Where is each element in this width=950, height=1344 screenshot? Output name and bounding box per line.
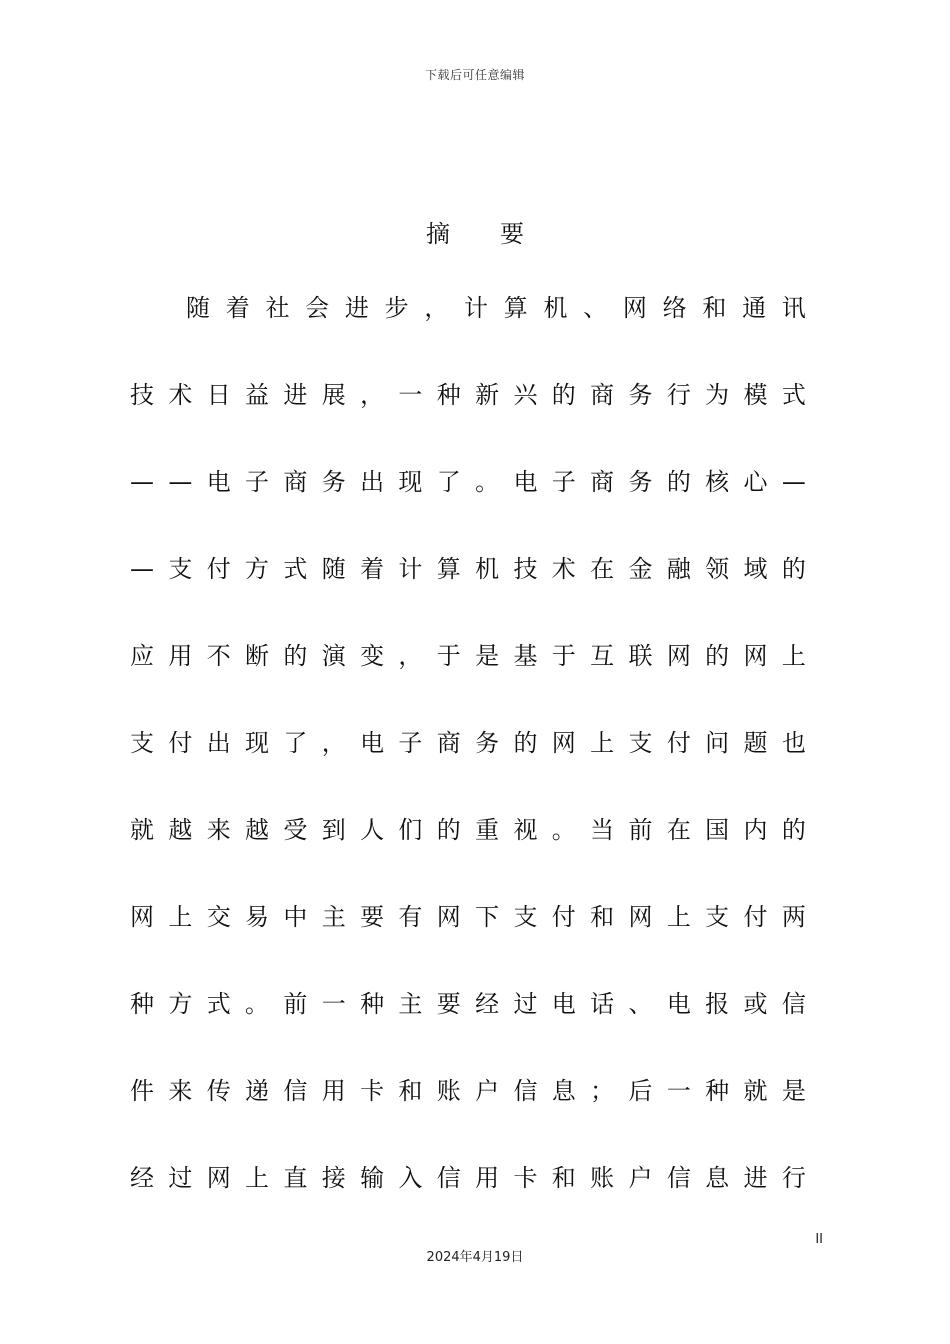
text-char: 户 — [628, 1164, 653, 1192]
text-char: 讯 — [781, 294, 806, 322]
text-char: 商 — [590, 468, 615, 496]
text-char: 是 — [781, 1077, 806, 1105]
text-char: 新 — [475, 381, 500, 409]
text-char: 模 — [743, 381, 768, 409]
paragraph-line — [130, 461, 806, 548]
text-char: 断 — [245, 642, 270, 670]
text-char: 下 — [475, 903, 500, 931]
text-char: 题 — [743, 729, 768, 757]
text-char: 前 — [283, 990, 308, 1018]
paragraph-line — [130, 1070, 806, 1157]
text-char: ， — [398, 642, 423, 670]
text-char: 务 — [628, 468, 653, 496]
text-char: 商 — [590, 381, 615, 409]
paragraph-line — [130, 548, 806, 635]
text-char: 问 — [705, 729, 730, 757]
text-char: — — [781, 468, 806, 496]
text-char: 兴 — [513, 381, 538, 409]
text-char: 互 — [590, 642, 615, 670]
text-char: 络 — [662, 294, 687, 322]
text-char: 内 — [743, 816, 768, 844]
text-char: 付 — [551, 903, 576, 931]
text-char: 、 — [583, 294, 608, 322]
text-char: ； — [590, 1077, 615, 1105]
text-char: 会 — [305, 294, 330, 322]
text-char: 一 — [398, 381, 423, 409]
paragraph-line — [130, 896, 806, 983]
text-char: 行 — [781, 1164, 806, 1192]
text-char: 演 — [321, 642, 346, 670]
text-char: 后 — [628, 1077, 653, 1105]
text-char: 支 — [705, 903, 730, 931]
text-char: 步 — [384, 294, 409, 322]
abstract-title — [0, 216, 950, 252]
text-char: 方 — [168, 990, 193, 1018]
text-char: 在 — [666, 816, 691, 844]
text-char: 用 — [475, 1164, 500, 1192]
text-char: 来 — [206, 816, 231, 844]
text-char: 信 — [781, 990, 806, 1018]
text-char: 重 — [475, 816, 500, 844]
text-char: 入 — [398, 1164, 423, 1192]
text-char: 支 — [513, 903, 538, 931]
text-char: 就 — [130, 816, 154, 844]
text-char: 式 — [781, 381, 806, 409]
text-char: 和 — [702, 294, 727, 322]
text-char: 主 — [321, 903, 346, 931]
text-char: 报 — [705, 990, 730, 1018]
text-char: 上 — [666, 903, 691, 931]
text-char: 支 — [628, 729, 653, 757]
text-char: 交 — [206, 903, 231, 931]
text-char: 了 — [436, 468, 461, 496]
text-char: 子 — [245, 468, 270, 496]
text-char: 心 — [743, 468, 768, 496]
text-char: 、 — [628, 990, 653, 1018]
text-char: 益 — [245, 381, 270, 409]
text-char: 融 — [666, 555, 691, 583]
text-char: 主 — [398, 990, 423, 1018]
text-char: 件 — [130, 1077, 154, 1105]
text-char: 两 — [781, 903, 806, 931]
text-char: 于 — [436, 642, 461, 670]
text-char: 商 — [436, 729, 461, 757]
text-char: 受 — [283, 816, 308, 844]
text-char: 易 — [245, 903, 270, 931]
text-char: 的 — [666, 468, 691, 496]
text-char: 用 — [168, 642, 193, 670]
text-char: 。 — [475, 468, 500, 496]
title-char-1: 摘 — [426, 220, 450, 248]
text-char: 的 — [705, 642, 730, 670]
text-char: 机 — [475, 555, 500, 583]
text-char: 子 — [551, 468, 576, 496]
text-char: 卡 — [513, 1164, 538, 1192]
text-char: 信 — [513, 1077, 538, 1105]
text-char: 要 — [436, 990, 461, 1018]
text-char: 和 — [551, 1164, 576, 1192]
page-number: II — [815, 1232, 823, 1247]
text-char: 输 — [360, 1164, 385, 1192]
text-char: 网 — [628, 903, 653, 931]
text-char: 越 — [168, 816, 193, 844]
text-char: 视 — [513, 816, 538, 844]
text-char: 网 — [666, 642, 691, 670]
text-char: 进 — [344, 294, 369, 322]
text-char: 应 — [130, 642, 154, 670]
text-char: 或 — [743, 990, 768, 1018]
text-char: 就 — [743, 1077, 768, 1105]
text-char: 金 — [628, 555, 653, 583]
text-char: 现 — [245, 729, 270, 757]
text-char: 商 — [283, 468, 308, 496]
text-char: 技 — [130, 381, 154, 409]
text-char: 电 — [206, 468, 231, 496]
text-char: 变 — [360, 642, 385, 670]
text-char: 计 — [464, 294, 489, 322]
text-char: 种 — [705, 1077, 730, 1105]
title-char-2: 要 — [500, 220, 524, 248]
text-char: 到 — [321, 816, 346, 844]
text-char: 和 — [398, 1077, 423, 1105]
text-char: 传 — [206, 1077, 231, 1105]
text-char: 的 — [781, 555, 806, 583]
text-char: 的 — [551, 381, 576, 409]
text-char: 。 — [245, 990, 270, 1018]
text-char: 出 — [206, 729, 231, 757]
text-char: 社 — [265, 294, 290, 322]
text-char: 上 — [590, 729, 615, 757]
text-char: 为 — [705, 381, 730, 409]
text-char: 电 — [551, 990, 576, 1018]
text-char: 了 — [283, 729, 308, 757]
text-char: 术 — [168, 381, 193, 409]
text-char: 付 — [666, 729, 691, 757]
paragraph-line — [130, 287, 806, 374]
text-char: 和 — [590, 903, 615, 931]
text-char: 一 — [666, 1077, 691, 1105]
text-char: 的 — [513, 729, 538, 757]
text-char: 们 — [398, 816, 423, 844]
paragraph-line — [130, 983, 806, 1070]
text-char: 国 — [705, 816, 730, 844]
text-char: 务 — [321, 468, 346, 496]
text-char: 网 — [551, 729, 576, 757]
text-char: 网 — [206, 1164, 231, 1192]
text-char: 随 — [186, 294, 210, 322]
text-char: 过 — [168, 1164, 193, 1192]
text-char: 域 — [743, 555, 768, 583]
text-char: 电 — [666, 990, 691, 1018]
text-char: 联 — [628, 642, 653, 670]
text-char: 账 — [436, 1077, 461, 1105]
footer-date: 2024年4月19日 — [426, 1250, 524, 1265]
text-char: 的 — [436, 816, 461, 844]
text-char: 息 — [705, 1164, 730, 1192]
text-char: 展 — [321, 381, 346, 409]
text-char: 越 — [245, 816, 270, 844]
text-char: 式 — [206, 990, 231, 1018]
text-char: 上 — [781, 642, 806, 670]
text-char: 进 — [283, 381, 308, 409]
text-char: 当 — [590, 816, 615, 844]
text-char: 有 — [398, 903, 423, 931]
text-char: 一 — [321, 990, 346, 1018]
text-char: 种 — [360, 990, 385, 1018]
text-char: 上 — [168, 903, 193, 931]
paragraph-line — [130, 722, 806, 809]
paragraph-line — [130, 635, 806, 722]
text-char: ， — [321, 729, 346, 757]
text-char: 来 — [168, 1077, 193, 1105]
text-char: 支 — [168, 555, 193, 583]
text-char: — — [168, 468, 193, 496]
text-char: 方 — [245, 555, 270, 583]
abstract-body — [130, 287, 806, 1244]
text-char: 的 — [781, 816, 806, 844]
text-char: 支 — [130, 729, 154, 757]
text-char: 电 — [360, 729, 385, 757]
text-char: 进 — [743, 1164, 768, 1192]
text-char: 经 — [130, 1164, 154, 1192]
text-char: 行 — [666, 381, 691, 409]
text-char: 直 — [283, 1164, 308, 1192]
text-char: 递 — [245, 1077, 270, 1105]
text-char: 术 — [551, 555, 576, 583]
text-char: 要 — [360, 903, 385, 931]
text-char: 着 — [225, 294, 250, 322]
text-char: 息 — [551, 1077, 576, 1105]
text-char: 机 — [543, 294, 568, 322]
text-char: 用 — [321, 1077, 346, 1105]
text-char: 付 — [743, 903, 768, 931]
text-char: 算 — [436, 555, 461, 583]
paragraph-line — [130, 809, 806, 896]
text-char: 网 — [436, 903, 461, 931]
text-char: 计 — [398, 555, 423, 583]
text-char: 务 — [628, 381, 653, 409]
header-note: 下载后可任意编辑 — [424, 68, 525, 82]
text-char: 人 — [360, 816, 385, 844]
text-char: 算 — [503, 294, 528, 322]
text-char: 经 — [475, 990, 500, 1018]
text-char: 基 — [513, 642, 538, 670]
text-char: 接 — [321, 1164, 346, 1192]
text-char: 技 — [513, 555, 538, 583]
text-char: 网 — [743, 642, 768, 670]
text-char: 子 — [398, 729, 423, 757]
text-char: ， — [424, 294, 449, 322]
text-char: 上 — [245, 1164, 270, 1192]
paragraph-line — [130, 374, 806, 461]
text-char: 。 — [551, 816, 576, 844]
text-char: 日 — [206, 381, 231, 409]
text-char: 付 — [206, 555, 231, 583]
text-char: 是 — [475, 642, 500, 670]
text-char: 在 — [590, 555, 615, 583]
text-char: 信 — [436, 1164, 461, 1192]
text-char: 现 — [398, 468, 423, 496]
text-char: 信 — [283, 1077, 308, 1105]
text-char: 网 — [622, 294, 647, 322]
text-char: 话 — [590, 990, 615, 1018]
text-char: 通 — [742, 294, 767, 322]
paragraph-line — [130, 1157, 806, 1244]
text-char: 出 — [360, 468, 385, 496]
text-char: 中 — [283, 903, 308, 931]
text-char: 付 — [168, 729, 193, 757]
text-char: 于 — [551, 642, 576, 670]
text-char: — — [130, 468, 154, 496]
text-char: 种 — [436, 381, 461, 409]
text-char: 网 — [130, 903, 154, 931]
text-char: 信 — [666, 1164, 691, 1192]
text-char: 卡 — [360, 1077, 385, 1105]
text-char: 户 — [475, 1077, 500, 1105]
text-char: 前 — [628, 816, 653, 844]
text-char: 不 — [206, 642, 231, 670]
text-char: 过 — [513, 990, 538, 1018]
text-char: 也 — [781, 729, 806, 757]
text-char: 核 — [705, 468, 730, 496]
text-char: 领 — [705, 555, 730, 583]
text-char: 随 — [321, 555, 346, 583]
text-char: — — [130, 555, 154, 583]
text-char: 种 — [130, 990, 154, 1018]
text-char: 的 — [283, 642, 308, 670]
text-char: 务 — [475, 729, 500, 757]
text-char: 式 — [283, 555, 308, 583]
text-char: 账 — [590, 1164, 615, 1192]
text-char: 着 — [360, 555, 385, 583]
text-char: ， — [360, 381, 385, 409]
text-char: 电 — [513, 468, 538, 496]
